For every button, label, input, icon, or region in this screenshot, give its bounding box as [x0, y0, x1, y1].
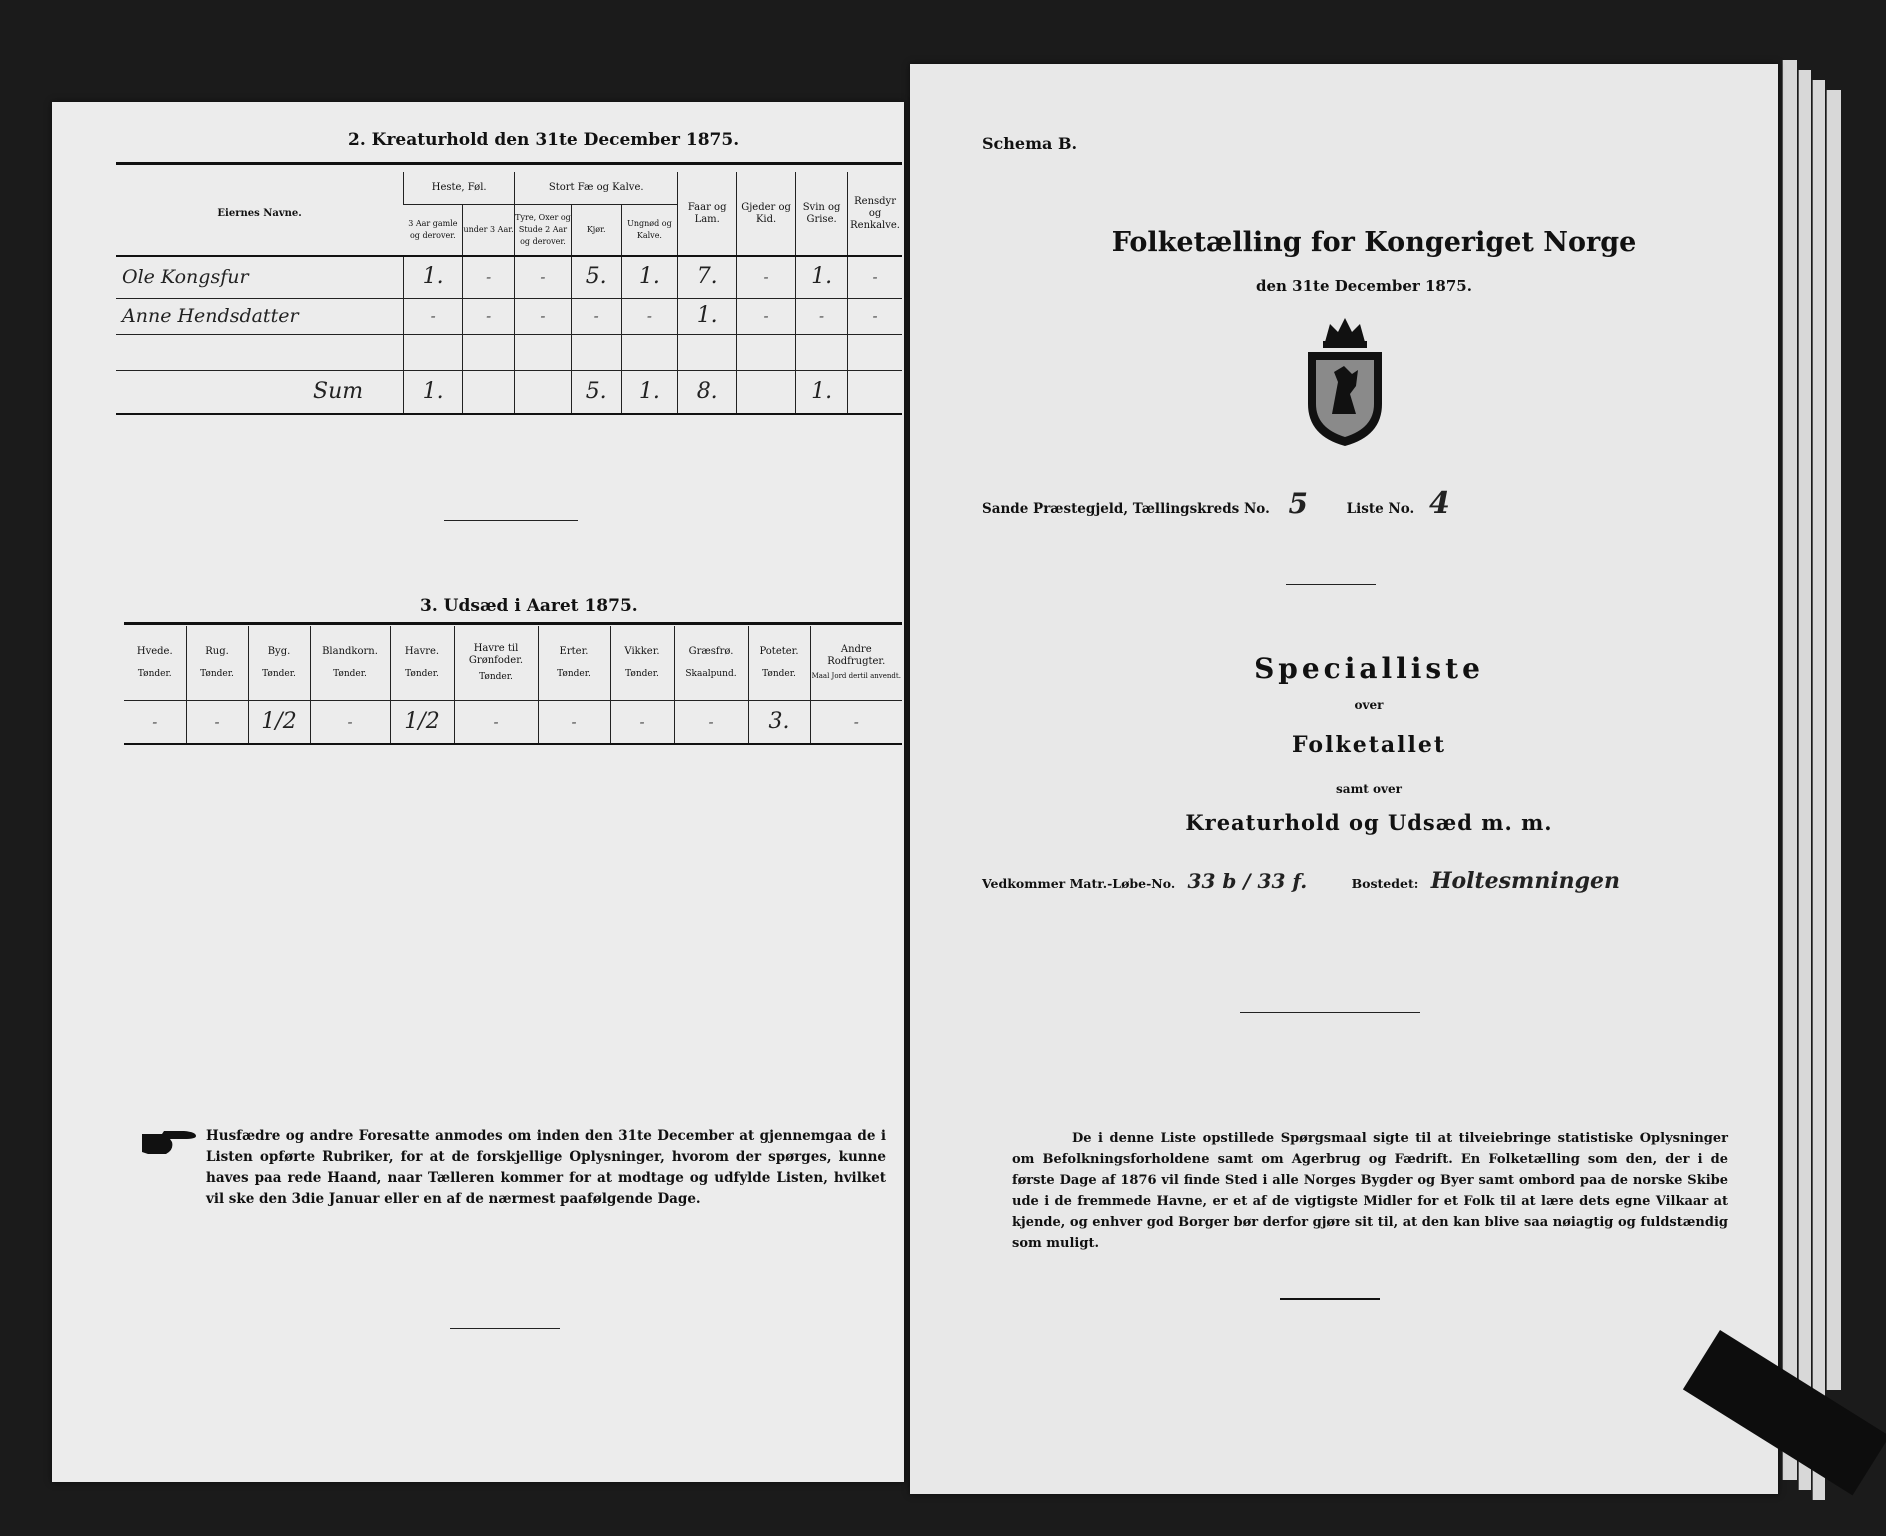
- sow-header: [454, 626, 538, 700]
- divider: [1240, 1012, 1420, 1013]
- sow-header-unit: Tønder.: [479, 671, 513, 682]
- udsaed-table: [124, 626, 902, 745]
- cell-value: [571, 334, 621, 370]
- sow-header-unit: Tønder.: [762, 668, 796, 679]
- liste-label: Liste No.: [1346, 501, 1415, 517]
- cell-value: [404, 334, 463, 370]
- left-page: [52, 102, 904, 1482]
- cell-value: 1/2: [248, 700, 310, 744]
- header-rensdyr: Rensdyr og Renkalve.: [848, 172, 902, 256]
- cell-value: -: [538, 700, 610, 744]
- cell-value: -: [454, 700, 538, 744]
- matr-line: [982, 868, 1620, 894]
- sow-header-top: Byg.: [267, 645, 291, 657]
- sow-header: [674, 626, 748, 700]
- header-stort: Stort Fæ og Kalve.: [515, 172, 678, 204]
- divider: [1286, 584, 1376, 585]
- sow-header: [538, 626, 610, 700]
- over-text: over: [1354, 698, 1384, 712]
- cell-value: 1.: [796, 370, 848, 414]
- sow-header-unit: Tønder.: [262, 668, 296, 679]
- samt-over-text: samt over: [1336, 782, 1402, 796]
- cell-value: [621, 334, 678, 370]
- district-label: Sande Præstegjeld, Tællingskreds No.: [982, 501, 1270, 517]
- page-stack-edge: [1826, 90, 1841, 1390]
- sow-header-top: Rug.: [205, 645, 229, 657]
- sow-header-unit: Tønder.: [137, 668, 172, 679]
- cell-value: 1.: [678, 298, 737, 334]
- cell-value: -: [310, 700, 390, 744]
- cell-value: -: [737, 298, 796, 334]
- sow-header-top: Erter.: [559, 645, 589, 657]
- census-title: Folketælling for Kongeriget Norge: [1111, 227, 1637, 258]
- cell-value: [848, 334, 902, 370]
- header-svin: Svin og Grise.: [796, 172, 848, 256]
- table-top-rule: [124, 622, 902, 625]
- cell-value: 1.: [621, 256, 678, 298]
- sow-header-unit: Tønder.: [333, 668, 367, 679]
- cell-value: -: [621, 298, 678, 334]
- cell-value: 1.: [404, 256, 463, 298]
- district-number: 5: [1288, 487, 1308, 520]
- sow-header: [610, 626, 674, 700]
- sow-header-unit: Tønder.: [405, 668, 439, 679]
- cell-value: 1.: [404, 370, 463, 414]
- specialliste-title: Specialliste: [1254, 652, 1484, 685]
- header-stort-b: Kjør.: [571, 204, 621, 256]
- sow-header: [810, 626, 902, 700]
- cell-value: -: [674, 700, 748, 744]
- pointing-hand-icon: [140, 1128, 198, 1158]
- sum-label: Sum: [313, 378, 364, 404]
- sow-header: [310, 626, 390, 700]
- cell-value: -: [404, 298, 463, 334]
- sow-header-top: Havre til Grønfoder.: [468, 642, 524, 666]
- header-gjeder: Gjeder og Kid.: [737, 172, 796, 256]
- cell-value: 1.: [621, 370, 678, 414]
- owner-name: Ole Kongsfur: [122, 266, 249, 289]
- sow-header-top: Blandkorn.: [322, 645, 378, 657]
- cell-value: [737, 334, 796, 370]
- matr-label: Vedkommer Matr.-Løbe-No.: [982, 876, 1176, 891]
- kreaturhold-table: [116, 172, 902, 415]
- cell-value: -: [848, 298, 902, 334]
- sow-header: [390, 626, 454, 700]
- cell-value: -: [610, 700, 674, 744]
- header-heste-b: under 3 Aar.: [463, 204, 515, 256]
- sow-header: [248, 626, 310, 700]
- table-row: [124, 700, 902, 744]
- cell-value: [848, 370, 902, 414]
- page-stack-edge: [1812, 80, 1825, 1500]
- district-line: [982, 486, 1450, 521]
- cell-value: -: [810, 700, 902, 744]
- owner-name: [116, 334, 404, 370]
- cell-value: [463, 334, 515, 370]
- cell-value: [515, 370, 572, 414]
- header-heste-a: 3 Aar gamle og derover.: [404, 204, 463, 256]
- cell-value: [796, 334, 848, 370]
- right-page: [910, 64, 1778, 1494]
- table-row: [116, 334, 902, 370]
- section3-title: 3. Udsæd i Aaret 1875.: [420, 596, 638, 616]
- coat-of-arms-seal: [1290, 314, 1400, 450]
- table-row: [116, 256, 902, 298]
- sow-header-unit: Tønder.: [625, 668, 659, 679]
- schema-label: Schema B.: [982, 134, 1078, 153]
- header-faar: Faar og Lam.: [678, 172, 737, 256]
- sow-header: [186, 626, 248, 700]
- sow-header: [748, 626, 810, 700]
- cell-value: [463, 370, 515, 414]
- sow-header-top: Vikker.: [624, 645, 660, 657]
- cell-value: -: [848, 256, 902, 298]
- cell-value: 5.: [571, 370, 621, 414]
- cell-value: 5.: [571, 256, 621, 298]
- sow-header-unit: Skaalpund.: [685, 668, 737, 679]
- page-stack-edge: [1782, 60, 1797, 1480]
- table-row: [116, 298, 902, 334]
- header-stort-c: Ungnød og Kalve.: [621, 204, 678, 256]
- kreaturhold-title: Kreaturhold og Udsæd m. m.: [1185, 810, 1553, 835]
- cell-value: 1/2: [390, 700, 454, 744]
- owner-name: Anne Hendsdatter: [122, 305, 299, 327]
- cell-value: -: [463, 298, 515, 334]
- divider: [444, 520, 578, 521]
- cell-value: 8.: [678, 370, 737, 414]
- matr-value: 33 b / 33 f.: [1187, 869, 1308, 893]
- cell-value: -: [463, 256, 515, 298]
- cell-value: 7.: [678, 256, 737, 298]
- cell-value: [737, 370, 796, 414]
- header-name: Eiernes Navne.: [217, 207, 302, 219]
- cell-value: -: [796, 298, 848, 334]
- sow-header-top: Hvede.: [136, 645, 173, 657]
- instruction-note: Husfædre og andre Foresatte anmodes om inden den 31te December at gjennemgaa de i Listen opførte Rubriker, for at de forskjellige Oplysninger, hvorom der spørges, kunne haves paa rede Haand, naar Tælleren kommer for at modtage og udfylde Listen, hvilket vil ske den 3die Januar eller en af de nærmest paafølgende Dage.: [206, 1128, 886, 1207]
- sow-header-top: Græsfrø.: [688, 645, 734, 657]
- sow-header-top: Havre.: [404, 645, 440, 657]
- bosted-value: Holtesmningen: [1430, 868, 1621, 894]
- explanation-paragraph: De i denne Liste opstillede Spørgsmaal sigte til at tilveiebringe statistiske Oplysninger om Befolkningsforholdene samt om Agerbrug og Fædrift. En Folketælling som den, der i de første Dage af 1876 vil finde Sted i alle Norges Bygder og Byer samt ombord paa de norske Skibe ude i de fremmede Havne, er et af de vigtigste Midler for et Folk til at lære dets egne Vilkaar at kjende, og enhver god Borger bør derfor gjøre sit til, at den kan blive saa nøiagtig og fuldstændig som muligt.: [1012, 1131, 1728, 1251]
- cell-value: -: [737, 256, 796, 298]
- header-stort-a: Tyre, Oxer og Stude 2 Aar og derover.: [515, 204, 572, 256]
- cell-value: -: [515, 256, 572, 298]
- page-stack-edge: [1798, 70, 1811, 1490]
- cell-value: -: [186, 700, 248, 744]
- cell-value: -: [571, 298, 621, 334]
- table-top-rule: [116, 162, 902, 165]
- liste-number: 4: [1428, 486, 1450, 521]
- sow-header-unit: Tønder.: [557, 668, 591, 679]
- sum-row: [116, 370, 902, 414]
- sow-header-unit: Maal Jord dertil anvendt.: [811, 672, 901, 681]
- sow-header-top: Andre Rodfrugter.: [827, 644, 886, 668]
- cell-value: -: [152, 712, 158, 731]
- cell-value: -: [515, 298, 572, 334]
- divider: [1280, 1298, 1380, 1300]
- header-heste: Heste, Føl.: [404, 172, 515, 204]
- sow-header-top: Poteter.: [759, 645, 799, 657]
- cell-value: [515, 334, 572, 370]
- cell-value: 3.: [748, 700, 810, 744]
- cell-value: [678, 334, 737, 370]
- bosted-label: Bostedet:: [1351, 876, 1419, 891]
- folketallet-title: Folketallet: [1292, 732, 1446, 758]
- census-date: den 31te December 1875.: [1256, 277, 1472, 295]
- sow-header: [124, 626, 186, 700]
- sow-header-unit: Tønder.: [200, 668, 234, 679]
- divider: [450, 1328, 560, 1329]
- cell-value: 1.: [796, 256, 848, 298]
- section2-title: 2. Kreaturhold den 31te December 1875.: [348, 130, 740, 150]
